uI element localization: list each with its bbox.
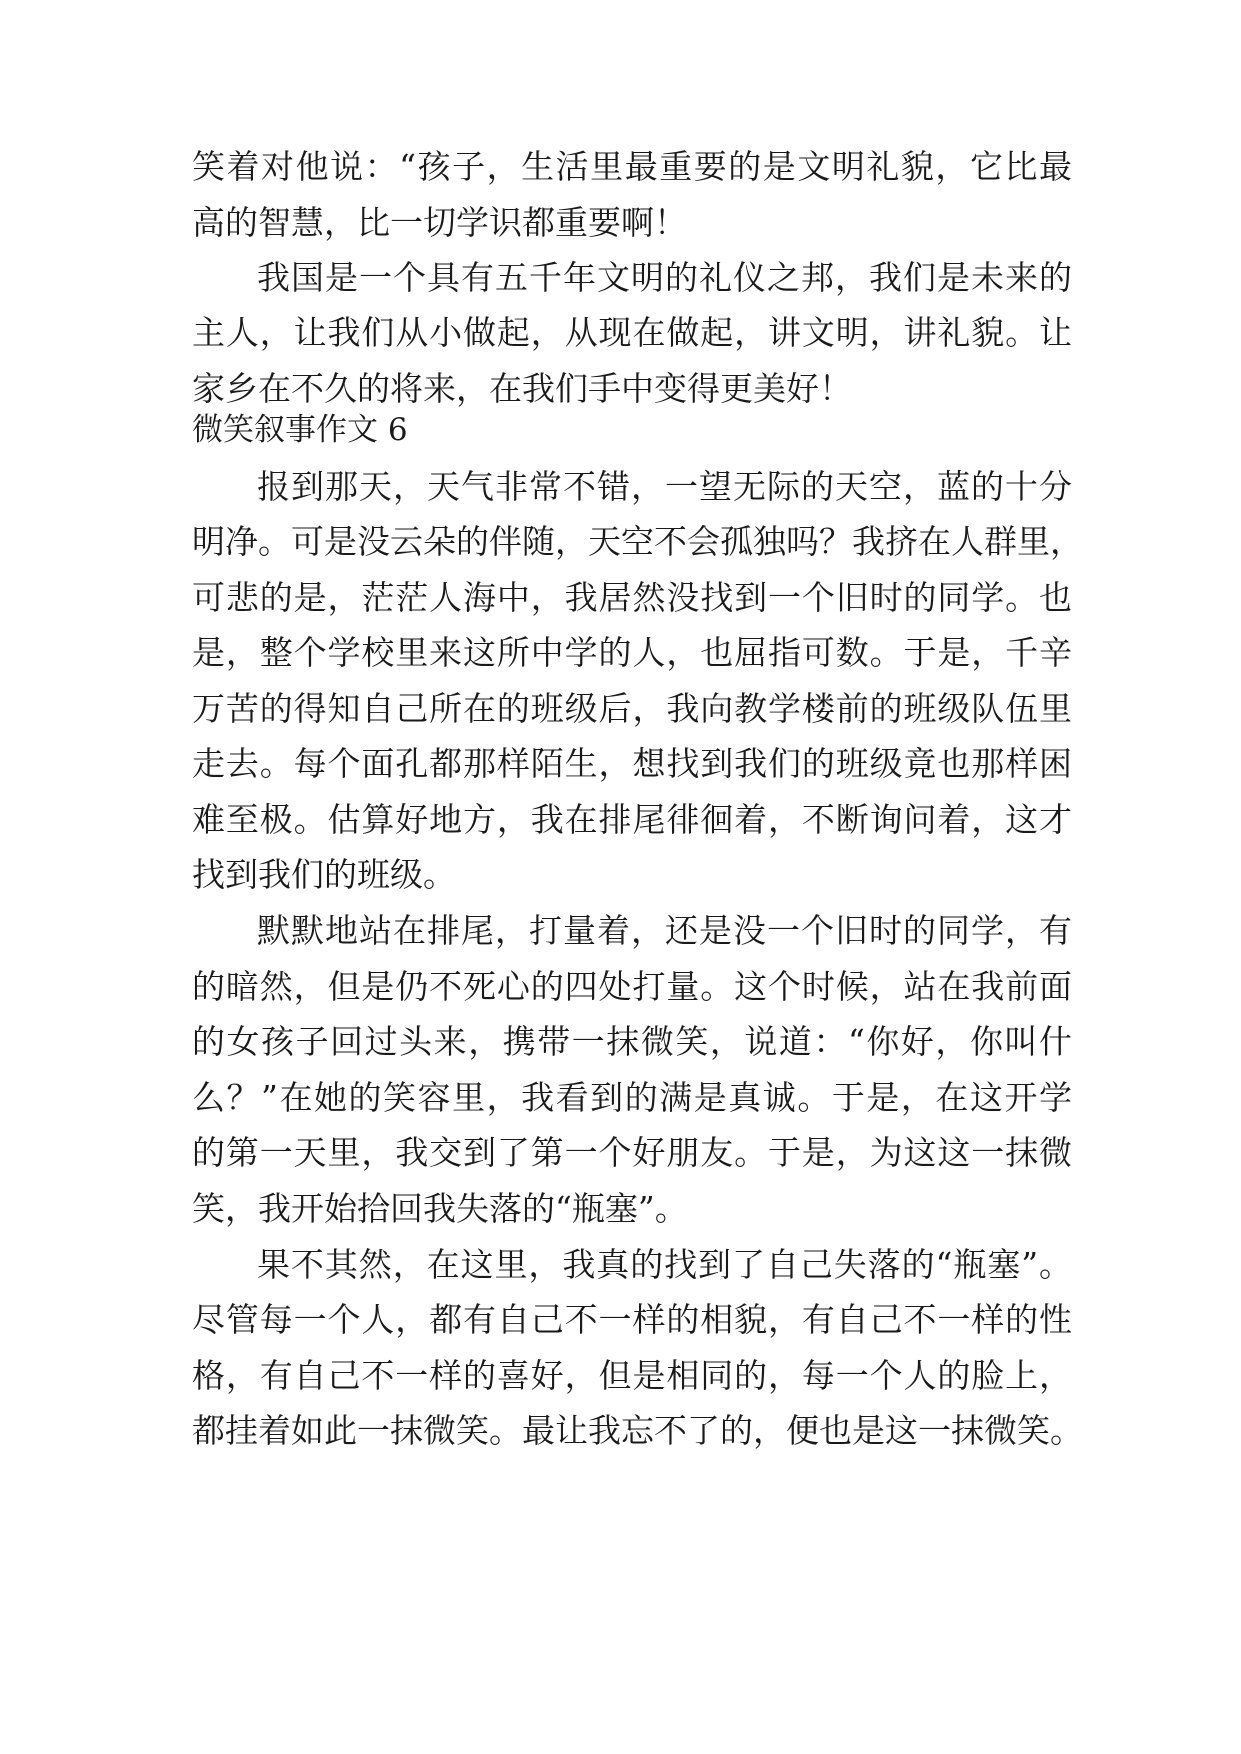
- paragraph-line: 的女孩子回过头来，携带一抹微笑，说道：“你好，你叫什: [192, 1022, 1072, 1061]
- paragraph-line: 笑着对他说：“孩子，生活里最重要的是文明礼貌，它比最: [192, 147, 1072, 186]
- paragraph-line: 格，有自己不一样的喜好，但是相同的，每一个人的脸上，: [192, 1356, 1072, 1395]
- paragraph-line: 高的智慧，比一切学识都重要啊！: [192, 203, 687, 242]
- paragraph-line: 找到我们的班级。: [192, 855, 456, 894]
- paragraph-line: 是，整个学校里来这所中学的人，也屈指可数。于是，千辛: [192, 633, 1072, 672]
- paragraph-line: 的暗然，但是仍不死心的四处打量。这个时候，站在我前面: [192, 967, 1072, 1006]
- paragraph-line: 尽管每一个人，都有自己不一样的相貌，有自己不一样的性: [192, 1300, 1072, 1339]
- paragraph-line: 都挂着如此一抹微笑。最让我忘不了的，便也是这一抹微笑。: [192, 1411, 1083, 1450]
- paragraph-line: 主人，让我们从小做起，从现在做起，讲文明，讲礼貌。让: [192, 313, 1072, 352]
- paragraph-line: 我国是一个具有五千年文明的礼仪之邦，我们是未来的: [257, 258, 1072, 297]
- paragraph-line: 家乡在不久的将来，在我们手中变得更美好！: [192, 369, 852, 408]
- section-title: 微笑叙事作文 6: [192, 412, 408, 448]
- paragraph-line: 报到那天，天气非常不错，一望无际的天空，蓝的十分: [257, 467, 1072, 506]
- paragraph-line: 的第一天里，我交到了第一个好朋友。于是，为这这一抹微: [192, 1133, 1072, 1172]
- paragraph-line: 可悲的是，茫茫人海中，我居然没找到一个旧时的同学。也: [192, 578, 1072, 617]
- paragraph-line: 笑，我开始拾回我失落的“瓶塞”。: [192, 1189, 688, 1228]
- paragraph-line: 万苦的得知自己所在的班级后，我向教学楼前的班级队伍里: [192, 689, 1072, 728]
- paragraph-line: 明净。可是没云朵的伴随，天空不会孤独吗？我挤在人群里，: [192, 522, 1083, 561]
- paragraph-line: 么？”在她的笑容里，我看到的满是真诚。于是，在这开学: [192, 1078, 1072, 1117]
- paragraph-line: 难至极。估算好地方，我在排尾徘徊着，不断询问着，这才: [192, 800, 1072, 839]
- paragraph-line: 默默地站在排尾，打量着，还是没一个旧时的同学，有: [257, 911, 1072, 950]
- paragraph-line: 走去。每个面孔都那样陌生，想找到我们的班级竟也那样困: [192, 744, 1072, 783]
- paragraph-line: 果不其然，在这里，我真的找到了自己失落的“瓶塞”。: [257, 1245, 1072, 1284]
